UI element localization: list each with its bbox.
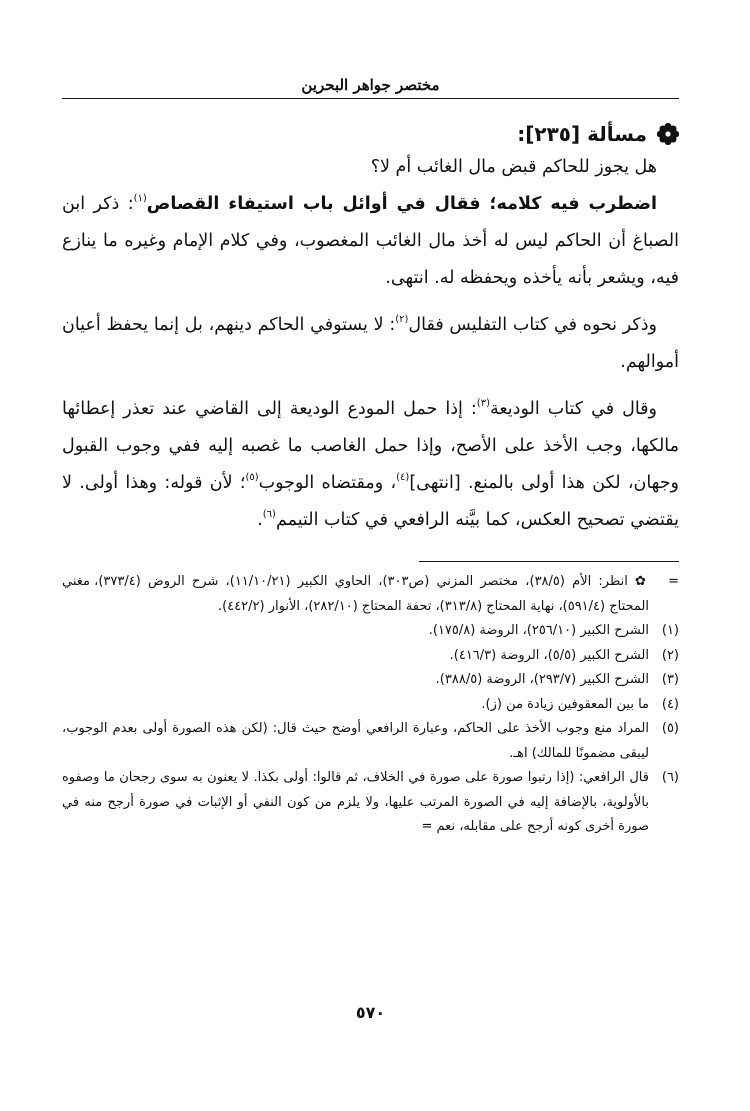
- footnote-text: ✿ انظر: الأم (٣٨/٥)، مختصر المزني (ص٣٠٣)، الحاوي الكبير (١١/١٠/٢١)، شرح الروض (٣٧٣/٤)، مغني المحتاج (٥٩١/٤)، نهاية المحتاج (٣١٣/٨)، تحفة المحتاج (٢٨٢/١٠)، الأنوار (٤٤٢/٢).: [62, 574, 649, 614]
- footnotes: [62, 570, 679, 840]
- footnote-ref: (١): [133, 193, 147, 204]
- bold-lead: اضطرب فيه كلامه؛ فقال في أوائل باب استيفاء القصاص: [146, 194, 657, 214]
- book-page: [62, 74, 679, 1074]
- footnote-item: [62, 693, 679, 718]
- footnote-item: [62, 717, 679, 766]
- paragraph-text: ؛ لأن قوله: وهذا أولى. لا يقتضي تصحيح العكس، كما بيَّنه الرافعي في كتاب التيمم: [62, 473, 679, 530]
- header-rule: [62, 98, 679, 99]
- footnote-text-body: قال الرافعي: (إذا رتبوا صورة على صورة في الخلاف، ثم قالوا: أولى بكذا. لا يعنون به سوى رجحان ما وصفوه بالأولوية، بالإضافة إليه في الصورة المرتب عليها، ولا يلزم من كون النفي أو الإثبات في صورة أرجح منه في صورة أخرى كونه أرجح على مقابله، نعم: [62, 770, 649, 834]
- paragraph-text: : إذا حمل المودع الوديعة إلى القاضي عند تعذر إعطائها مالكها، وجب الأخذ على الأصح، وإذا حمل الغاصب ما غصبه إليه ففي وجوب القبول وجهان، لكن هذا أولى بالمنع. [انتهى]: [62, 399, 680, 493]
- footnote-mark: (٢): [661, 647, 679, 663]
- footnote-item: [62, 766, 679, 840]
- footnote-mark: (٣): [661, 672, 679, 687]
- footnote-rule: [419, 561, 679, 562]
- paragraph-2: [62, 307, 679, 381]
- running-head: مختصر جواهر البحرين: [301, 76, 440, 94]
- footnote-item: [62, 668, 679, 693]
- paragraph-text: .: [257, 510, 263, 530]
- footnote-text: ما بين المعقوفين زيادة من (ز).: [481, 696, 649, 712]
- paragraph-1: [62, 186, 679, 297]
- footnote-text: الشرح الكبير (٢٩٣/٧)، الروضة (٣٨٨/٥).: [435, 672, 649, 687]
- flower-star-icon: [657, 123, 679, 145]
- footnote-text: الشرح الكبير (٢٥٦/١٠)، الروضة (١٧٥/٨).: [428, 623, 649, 638]
- footnote-ref: (٤): [396, 472, 410, 483]
- footnote-sources: [62, 570, 679, 619]
- footnote-ref: (٦): [262, 509, 276, 520]
- main-text: [62, 149, 679, 539]
- footnote-text: الشرح الكبير (٥/٥)، الروضة (٤١٦/٣).: [449, 647, 649, 663]
- paragraph-text: : ذكر ابن الصباغ أن الحاكم ليس له أخذ مال الغائب المغصوب، وفي كلام الإمام وغيره ما ينازع فيه، ويشعر بأنه يأخذه ويحفظه له. انتهى.: [62, 194, 679, 288]
- footnote-text: [62, 766, 649, 840]
- question-text: هل يجوز للحاكم قبض مال الغائب أم لا؟: [370, 157, 657, 177]
- paragraph-text: وقال في كتاب الوديعة: [489, 399, 657, 419]
- paragraph-text: ، ومقتضاه الوجوب: [258, 473, 397, 493]
- footnote-mark: (٦): [661, 770, 679, 785]
- paragraph-text: وذكر نحوه في كتاب التفليس فقال: [408, 315, 657, 335]
- footnote-mark: (١): [661, 623, 679, 638]
- page-number: ٥٧٠: [355, 1003, 386, 1022]
- footnote-mark: (٥): [661, 721, 679, 736]
- footnote-ref: (٢): [395, 314, 409, 325]
- footnote-ref: (٣): [476, 398, 490, 409]
- paragraph-3: [62, 391, 679, 539]
- question-heading-row: [62, 119, 679, 149]
- footnote-item: [62, 644, 679, 669]
- footnote-item: [62, 619, 679, 644]
- paragraph-text: : لا يستوفي الحاكم دينهم، بل إنما يحفظ أعيان أموالهم.: [62, 315, 679, 372]
- question-heading: مسألة [٢٣٥]:: [517, 122, 647, 146]
- continuation-mark: =: [421, 819, 433, 834]
- footnote-ref: (٥): [245, 472, 259, 483]
- footnote-text: المراد منع وجوب الأخذ على الحاكم، وعبارة الرافعي أوضح حيث قال: (لكن هذه الصورة أولى بعدم الوجوب، ليبقى مضمونًا للمالك) اهـ.: [62, 721, 649, 761]
- footnote-mark: =: [668, 574, 679, 589]
- footnote-mark: (٤): [661, 696, 679, 712]
